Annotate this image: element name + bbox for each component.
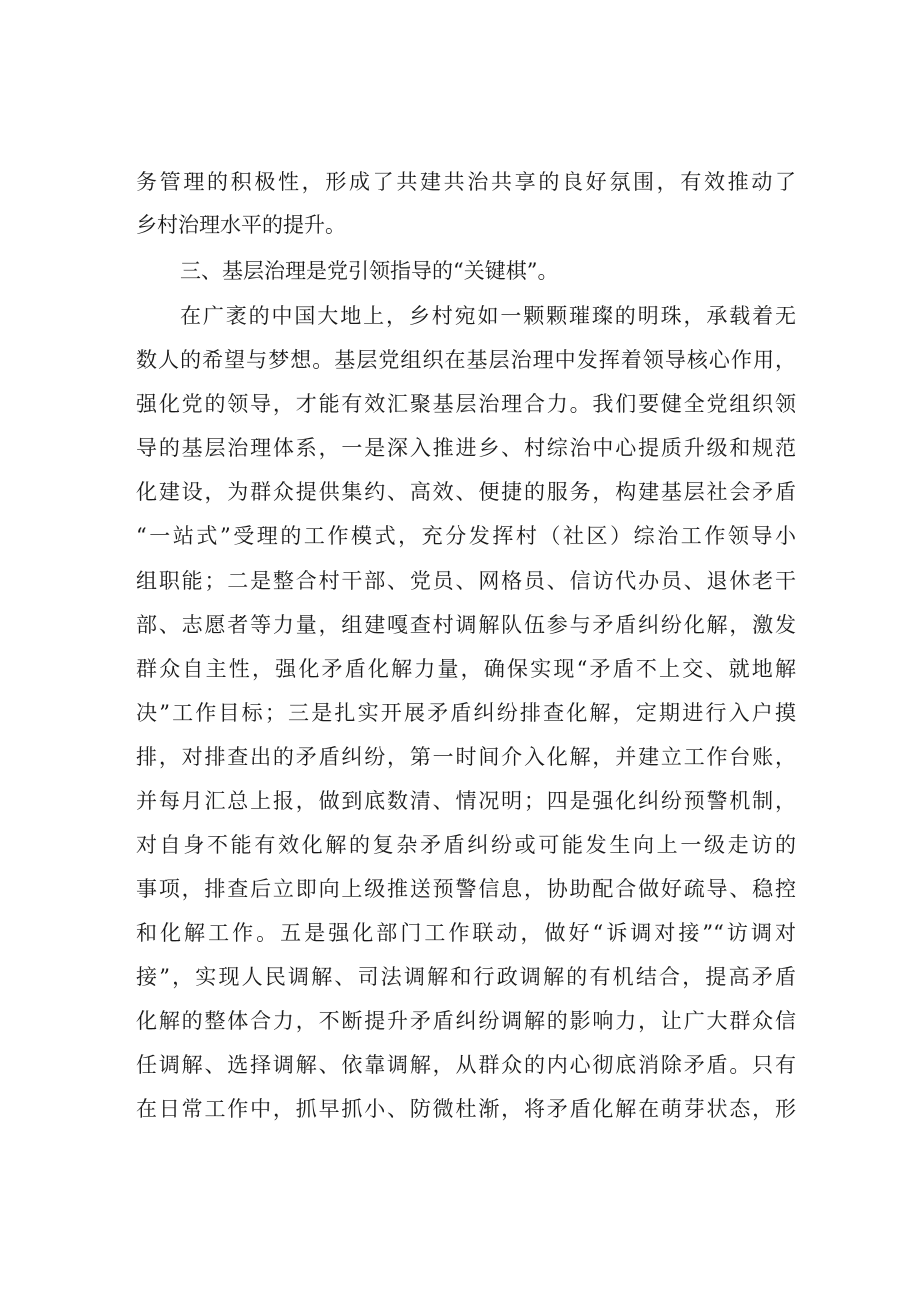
paragraph-line: 化解的整体合力，不断提升矛盾纠纷调解的影响力，让广大群众信	[136, 1009, 796, 1033]
paragraph-line: 接”，实现人民调解、司法调解和行政调解的有机结合，提高矛盾	[136, 965, 796, 989]
paragraph-line: 对自身不能有效化解的复杂矛盾纠纷或可能发生向上一级走访的	[136, 833, 796, 857]
paragraph-line: 任调解、选择调解、依靠调解，从群众的内心彻底消除矛盾。只有	[136, 1053, 796, 1077]
paragraph-line: “一站式”受理的工作模式，充分发挥村（社区）综治工作领导小	[136, 524, 796, 548]
paragraph-line: 在广袤的中国大地上，乡村宛如一颗颗璀璨的明珠，承载着无	[180, 304, 796, 328]
paragraph-line: 强化党的领导，才能有效汇聚基层治理合力。我们要健全党组织领	[136, 392, 796, 416]
paragraph-line: 决”工作目标；三是扎实开展矛盾纠纷排查化解，定期进行入户摸	[136, 701, 796, 725]
paragraph-line: 排，对排查出的矛盾纠纷，第一时间介入化解，并建立工作台账，	[136, 745, 796, 769]
paragraph-line: 事项，排查后立即向上级推送预警信息，协助配合做好疏导、稳控	[136, 877, 796, 901]
paragraph-line: 并每月汇总上报，做到底数清、情况明；四是强化纠纷预警机制，	[136, 789, 796, 813]
text-line: 务管理的积极性，形成了共建共治共享的良好氛围，有效推动了	[136, 170, 796, 194]
paragraph-line: 在日常工作中，抓早抓小、防微杜渐，将矛盾化解在萌芽状态，形	[136, 1097, 796, 1121]
paragraph-line: 导的基层治理体系，一是深入推进乡、村综治中心提质升级和规范	[136, 436, 796, 460]
paragraph-line: 组职能；二是整合村干部、党员、网格员、信访代办员、退休老干	[136, 569, 796, 593]
paragraph-line: 和化解工作。五是强化部门工作联动，做好“诉调对接”“访调对	[136, 921, 796, 945]
paragraph-line: 数人的希望与梦想。基层党组织在基层治理中发挥着领导核心作用，	[136, 348, 796, 372]
text-line: 乡村治理水平的提升。	[136, 213, 346, 237]
paragraph-line: 部、志愿者等力量，组建嘎查村调解队伍参与矛盾纠纷化解，激发	[136, 613, 796, 637]
paragraph-line: 化建设，为群众提供集约、高效、便捷的服务，构建基层社会矛盾	[136, 480, 796, 504]
paragraph-line: 群众自主性，强化矛盾化解力量，确保实现“矛盾不上交、就地解	[136, 657, 796, 681]
section-heading: 三、基层治理是党引领指导的“关键棋”。	[180, 259, 559, 283]
